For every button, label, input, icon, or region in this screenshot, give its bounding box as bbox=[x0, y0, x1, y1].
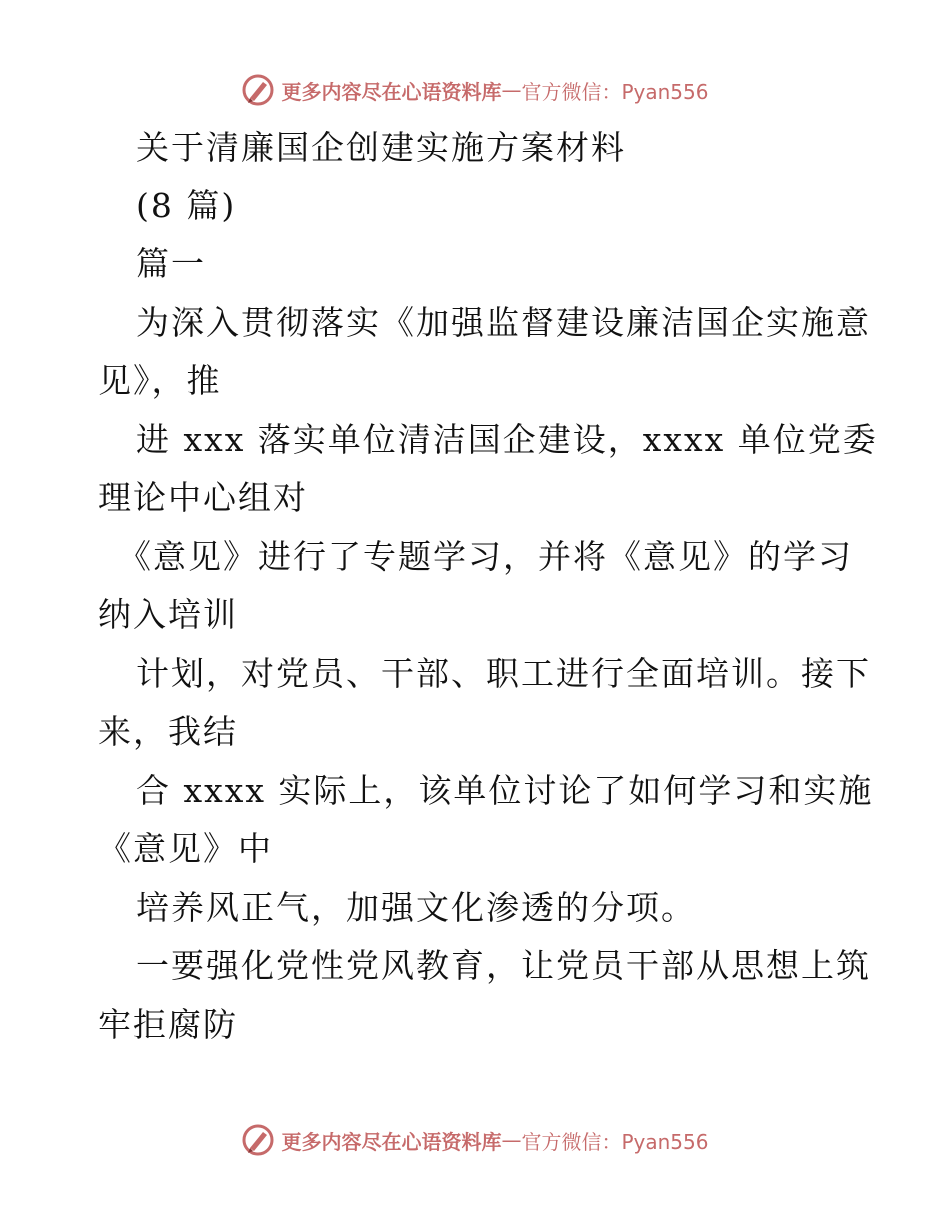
watermark-wechat: 官方微信：Pyan556 bbox=[521, 1129, 709, 1154]
document-title: 关于清廉国企创建实施方案材料 bbox=[136, 128, 626, 167]
watermark-brand: 更多内容尽在心语资料库 bbox=[281, 1129, 502, 1154]
paragraph-line: 纳入培训 bbox=[98, 595, 238, 634]
watermark-separator: — bbox=[501, 78, 522, 102]
watermark-banner-bottom bbox=[0, 1120, 950, 1160]
paragraph-line: 培养风正气，加强文化渗透的分项。 bbox=[136, 888, 696, 927]
paragraph-line: 为深入贯彻落实《加强监督建设廉洁国企实施意 bbox=[136, 303, 871, 342]
paragraph-line: 合 xxxx 实际上，该单位讨论了如何学习和实施 bbox=[136, 771, 874, 810]
watermark-brand: 更多内容尽在心语资料库 bbox=[281, 79, 502, 104]
paragraph-line: 牢拒腐防 bbox=[98, 1005, 238, 1044]
watermark-wechat: 官方微信：Pyan556 bbox=[521, 79, 709, 104]
watermark-banner-top bbox=[0, 70, 950, 110]
paragraph-line: 来，我结 bbox=[98, 712, 238, 751]
pen-logo-icon bbox=[241, 73, 275, 107]
paragraph-line: 《意见》中 bbox=[98, 829, 273, 868]
paragraph-line: 一要强化党性党风教育，让党员干部从思想上筑 bbox=[136, 946, 871, 985]
pen-logo-icon bbox=[241, 1123, 275, 1157]
section-heading: 篇一 bbox=[136, 244, 206, 283]
watermark-separator: — bbox=[501, 1128, 522, 1152]
paragraph-line: 计划，对党员、干部、职工进行全面培训。接下 bbox=[136, 654, 871, 693]
paragraph-line: 《意见》进行了专题学习，并将《意见》的学习 bbox=[118, 537, 853, 576]
paragraph-line: 理论中心组对 bbox=[98, 478, 308, 517]
paragraph-line: 见》，推 bbox=[98, 361, 222, 400]
paragraph-line: 进 xxx 落实单位清洁国企建设，xxxx 单位党委 bbox=[136, 420, 878, 459]
document-subtitle: (8 篇) bbox=[136, 186, 237, 225]
